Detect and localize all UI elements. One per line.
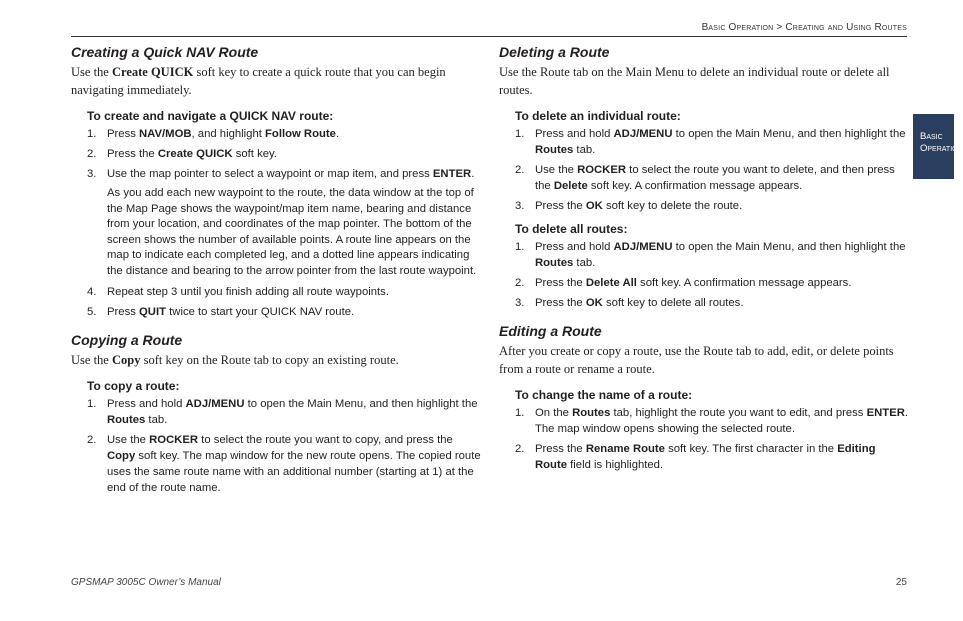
footer-manual-title: GPSMAP 3005C Owner’s Manual <box>71 577 221 588</box>
list-item: 1. Press NAV/MOB, and highlight Follow Route. <box>87 128 340 140</box>
list-item: 3. Press the OK soft key to delete the route. <box>515 200 743 212</box>
breadcrumb: Basic Operation > Creating and Using Routes <box>701 22 907 33</box>
quick-nav-steps-continued <box>71 284 481 320</box>
list-item: 4. Repeat step 3 until you finish adding all route waypoints. <box>87 285 389 298</box>
delete-heading: Deleting a Route <box>499 44 610 60</box>
delete-intro: Use the Route tab on the Main Menu to delete an individual route or delete all routes. <box>499 65 890 97</box>
list-item: 1. Press and hold ADJ/MENU to open the Main Menu, and then highlight the Routes tab. <box>515 128 906 156</box>
section-tab <box>913 114 963 179</box>
delete-individual-steps <box>499 126 909 214</box>
copy-procedure-title: To copy a route: <box>87 378 180 393</box>
copy-intro: Use the Copy soft key on the Route tab to copy an existing route. <box>71 352 399 367</box>
delete-all-steps <box>499 239 909 311</box>
left-column <box>71 44 481 500</box>
list-item: 2. Use the ROCKER to select the route you want to delete, and then press the Delete soft key. A confirmation message appears. <box>515 164 895 192</box>
quick-nav-procedure-title: To create and navigate a QUICK NAV route: <box>87 109 334 123</box>
edit-procedure-title: To change the name of a route: <box>515 388 693 402</box>
quick-nav-steps <box>71 126 481 182</box>
copy-steps <box>71 396 481 496</box>
header-rule <box>71 36 907 37</box>
section-tab-line1: Basic <box>920 131 943 142</box>
list-item: 5. Press QUIT twice to start your QUICK NAV route. <box>87 305 355 318</box>
list-item: 2. Press the Rename Route soft key. The first character in the Editing Route field is highlighted. <box>515 443 876 471</box>
delete-individual-title: To delete an individual route: <box>515 109 681 123</box>
copy-heading: Copying a Route <box>71 331 183 348</box>
step-note: As you add each new waypoint to the route, the data window at the top of the Map Page shows the waypoint/map item name, bearing and distance from your location, and coordinates of the map pointer. The bottom of the screen shows the number of available points. A route line appears on the map to indicate each completed leg, and a dotted line appears indicating the distance and bearing to the arrow pointer from the last route waypoint. <box>107 187 477 277</box>
edit-intro: After you create or copy a route, use the Route tab to add, edit, or delete points from a route or rename a route. <box>499 344 894 376</box>
quick-nav-heading: Creating a Quick NAV Route <box>71 44 259 60</box>
list-item: 1. On the Routes tab, highlight the route you want to edit, and press ENTER. The map window opens showing the selected route. <box>515 407 909 435</box>
list-item: 3. Use the map pointer to select a waypoint or map item, and press ENTER. <box>87 168 475 180</box>
edit-heading: Editing a Route <box>499 323 602 339</box>
list-item: 3. Press the OK soft key to delete all routes. <box>515 297 744 309</box>
list-item: 1. Press and hold ADJ/MENU to open the Main Menu, and then highlight the Routes tab. <box>87 397 478 426</box>
edit-steps <box>499 405 909 473</box>
list-item: 2. Use the ROCKER to select the route you want to copy, and press the Copy soft key. The map window for the new route opens. The copied route uses the same route name with an additional number (starting at 1) at the end of the route name. <box>87 433 481 494</box>
right-column <box>499 44 909 477</box>
page-number: 25 <box>895 577 907 588</box>
section-tab-line2: Operation <box>920 143 963 154</box>
list-item: 2. Press the Delete All soft key. A confirmation message appears. <box>515 277 852 289</box>
list-item: 1. Press and hold ADJ/MENU to open the Main Menu, and then highlight the Routes tab. <box>515 241 906 269</box>
delete-all-title: To delete all routes: <box>515 222 628 236</box>
quick-nav-intro: Use the Create QUICK soft key to create a quick route that you can begin navigating immediately. <box>71 65 446 97</box>
list-item: 2. Press the Create QUICK soft key. <box>87 148 277 160</box>
